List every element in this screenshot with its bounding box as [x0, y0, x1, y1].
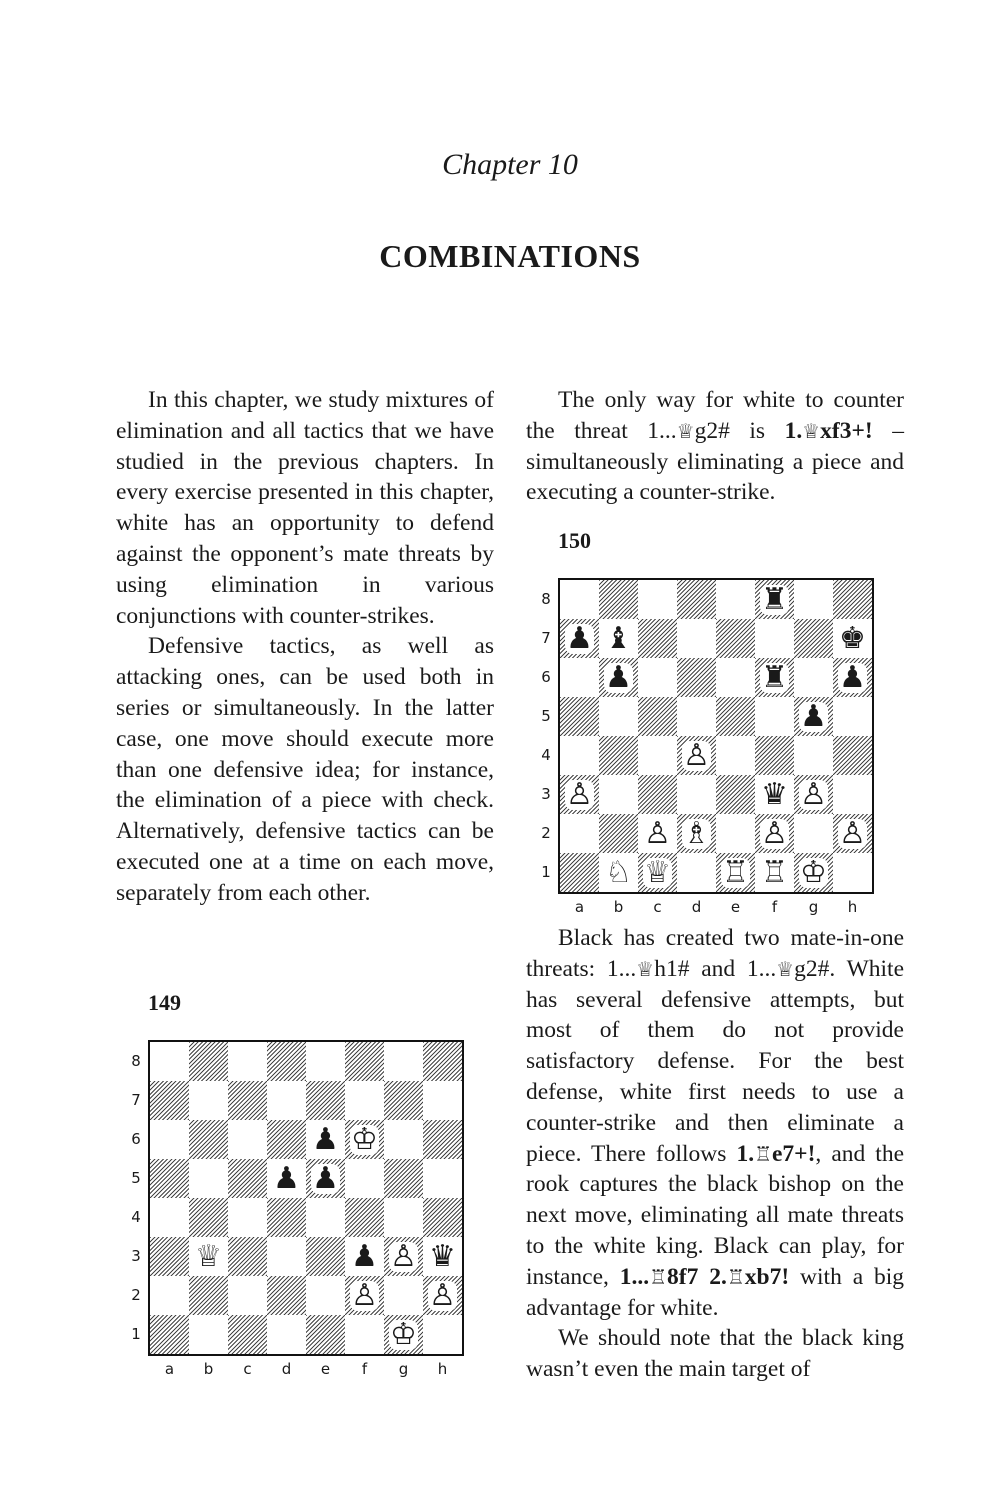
black-queen-icon: ♛ — [429, 1238, 456, 1274]
board-square-f5 — [345, 1159, 384, 1198]
white-king-icon: ♔ — [390, 1316, 417, 1352]
queen-figurine-icon: ♕ — [676, 418, 695, 443]
board-square-c2 — [638, 814, 677, 853]
chess-board — [558, 578, 874, 894]
rank-label: 5 — [541, 707, 551, 725]
board-square-b6 — [599, 658, 638, 697]
black-pawn-icon: ♟ — [800, 698, 827, 734]
white-bishop-icon: ♗ — [683, 815, 710, 851]
board-square-h2 — [833, 814, 872, 853]
rank-label: 8 — [131, 1052, 141, 1070]
board-square-h3 — [833, 775, 872, 814]
board-square-b4 — [189, 1198, 228, 1237]
rook-figurine-icon: ♖ — [726, 1264, 745, 1289]
board-square-d4 — [677, 736, 716, 775]
board-square-f4 — [755, 736, 794, 775]
white-pawn-icon: ♙ — [644, 815, 671, 851]
queen-figurine-icon: ♕ — [636, 956, 655, 981]
rank-label: 6 — [131, 1130, 141, 1148]
chess-board — [148, 1040, 464, 1356]
board-square-d7 — [677, 619, 716, 658]
board-square-c8 — [638, 580, 677, 619]
board-square-a8 — [150, 1042, 189, 1081]
board-square-c3 — [228, 1237, 267, 1276]
white-pawn-icon: ♙ — [761, 815, 788, 851]
board-square-d8 — [677, 580, 716, 619]
board-square-h3 — [423, 1237, 462, 1276]
black-pawn-icon: ♟ — [566, 620, 593, 656]
file-label: h — [437, 1360, 448, 1378]
move-notation: xf3+! — [820, 417, 873, 444]
file-label: a — [574, 898, 585, 916]
board-square-b8 — [189, 1042, 228, 1081]
board-square-f2 — [345, 1276, 384, 1315]
rank-label: 2 — [541, 824, 551, 842]
white-queen-icon: ♕ — [195, 1238, 222, 1274]
board-square-b5 — [189, 1159, 228, 1198]
diagram-number: 149 — [148, 990, 181, 1015]
board-square-a2 — [150, 1276, 189, 1315]
black-pawn-icon: ♟ — [312, 1121, 339, 1157]
black-pawn-icon: ♟ — [839, 659, 866, 695]
black-rook-icon: ♜ — [761, 581, 788, 617]
board-square-a1 — [150, 1315, 189, 1354]
rank-label: 1 — [131, 1325, 141, 1343]
board-square-d3 — [677, 775, 716, 814]
left-column — [116, 385, 494, 909]
board-square-f5 — [755, 697, 794, 736]
board-square-h1 — [833, 853, 872, 892]
board-square-f6 — [345, 1120, 384, 1159]
board-square-d5 — [267, 1159, 306, 1198]
board-square-d8 — [267, 1042, 306, 1081]
rank-label: 7 — [541, 629, 551, 647]
board-square-e2 — [716, 814, 755, 853]
board-square-h4 — [833, 736, 872, 775]
board-square-g6 — [794, 658, 833, 697]
board-square-c7 — [228, 1081, 267, 1120]
white-rook-icon: ♖ — [722, 854, 749, 890]
black-queen-icon: ♛ — [761, 776, 788, 812]
board-square-h4 — [423, 1198, 462, 1237]
board-square-a5 — [150, 1159, 189, 1198]
board-square-d4 — [267, 1198, 306, 1237]
board-square-d6 — [677, 658, 716, 697]
board-square-e5 — [306, 1159, 345, 1198]
rank-label: 4 — [541, 746, 551, 764]
board-square-f3 — [345, 1237, 384, 1276]
rank-label: 7 — [131, 1091, 141, 1109]
board-square-d5 — [677, 697, 716, 736]
file-label: f — [771, 898, 778, 916]
board-square-a4 — [560, 736, 599, 775]
board-square-d1 — [677, 853, 716, 892]
move-notation: 1... — [619, 1263, 650, 1290]
board-square-b7 — [599, 619, 638, 658]
board-square-g5 — [384, 1159, 423, 1198]
diagram-number: 150 — [558, 528, 591, 553]
file-label: e — [730, 898, 741, 916]
file-label: a — [164, 1360, 175, 1378]
paragraph: Defensive tactics, as well as attacking ones, can be used both in series or simultaneously. In the latter case, one move should execute more than one defensive idea; for instance, the elimination of a piece with check. Alternatively, defensive tactics can be executed one at a time on each move, separately from each other. — [116, 633, 494, 906]
board-square-g8 — [794, 580, 833, 619]
file-label: g — [398, 1360, 409, 1378]
board-square-g1 — [384, 1315, 423, 1354]
board-square-h8 — [423, 1042, 462, 1081]
board-square-f2 — [755, 814, 794, 853]
white-king-icon: ♔ — [351, 1121, 378, 1157]
board-square-g1 — [794, 853, 833, 892]
white-pawn-icon: ♙ — [429, 1277, 456, 1313]
board-square-g2 — [384, 1276, 423, 1315]
text-run: Black has created two mate-in-one threats: 1... — [526, 925, 904, 982]
board-square-b3 — [189, 1237, 228, 1276]
rank-label: 5 — [131, 1169, 141, 1187]
board-square-c2 — [228, 1276, 267, 1315]
board-square-b1 — [599, 853, 638, 892]
board-square-g8 — [384, 1042, 423, 1081]
board-square-c1 — [228, 1315, 267, 1354]
file-label: e — [320, 1360, 331, 1378]
board-square-g5 — [794, 697, 833, 736]
board-square-a5 — [560, 697, 599, 736]
black-bishop-icon: ♝ — [605, 620, 632, 656]
board-square-f8 — [345, 1042, 384, 1081]
file-label: c — [653, 898, 662, 916]
board-square-d7 — [267, 1081, 306, 1120]
rook-figurine-icon: ♖ — [754, 1141, 772, 1166]
right-column-top — [526, 385, 904, 508]
move-notation: 1. — [784, 417, 803, 444]
board-square-g2 — [794, 814, 833, 853]
paragraph: We should note that the black king wasn’t even the main target of — [526, 1325, 904, 1383]
board-square-c4 — [228, 1198, 267, 1237]
board-square-g4 — [384, 1198, 423, 1237]
board-square-c7 — [638, 619, 677, 658]
chess-diagram-150 — [538, 578, 878, 923]
white-pawn-icon: ♙ — [351, 1277, 378, 1313]
board-square-d6 — [267, 1120, 306, 1159]
rank-label: 3 — [541, 785, 551, 803]
board-square-a1 — [560, 853, 599, 892]
chapter-label: Chapter 10 — [442, 148, 578, 181]
white-rook-icon: ♖ — [761, 854, 788, 890]
paragraph — [526, 385, 904, 508]
board-square-b7 — [189, 1081, 228, 1120]
board-square-f1 — [345, 1315, 384, 1354]
white-knight-icon: ♘ — [605, 854, 632, 890]
black-king-icon: ♚ — [839, 620, 866, 656]
board-square-h8 — [833, 580, 872, 619]
text-run: g2#. White has several defensive attempts, but most of them do not provide satisfactory defense. For the best defense, white first needs to use a counter-strike and then eliminate a piece. There follows — [526, 955, 905, 1167]
board-square-f8 — [755, 580, 794, 619]
white-pawn-icon: ♙ — [566, 776, 593, 812]
right-column-bottom — [526, 923, 904, 1385]
white-king-icon: ♔ — [800, 854, 827, 890]
queen-figurine-icon: ♕ — [776, 956, 795, 981]
board-square-e3 — [716, 775, 755, 814]
text-run: , and the rook captures the black bishop on the next move, eliminating all mate threats to the white king. Black can play, for instance, — [526, 1140, 905, 1290]
board-square-g4 — [794, 736, 833, 775]
white-pawn-icon: ♙ — [683, 737, 710, 773]
rank-label: 2 — [131, 1286, 141, 1304]
board-square-e7 — [716, 619, 755, 658]
white-pawn-icon: ♙ — [839, 815, 866, 851]
board-square-b6 — [189, 1120, 228, 1159]
text-run: with a big advantage for white. — [526, 1263, 905, 1321]
board-square-d2 — [267, 1276, 306, 1315]
black-pawn-icon: ♟ — [312, 1160, 339, 1196]
board-square-e5 — [716, 697, 755, 736]
board-square-g7 — [794, 619, 833, 658]
rank-label: 4 — [131, 1208, 141, 1226]
board-square-f7 — [755, 619, 794, 658]
white-pawn-icon: ♙ — [390, 1238, 417, 1274]
board-square-a3 — [560, 775, 599, 814]
board-square-h2 — [423, 1276, 462, 1315]
board-square-e6 — [716, 658, 755, 697]
text-run: The only way for white to counter the threat 1... — [526, 387, 904, 444]
text-run: h1# and 1... — [654, 955, 777, 982]
board-square-b8 — [599, 580, 638, 619]
paragraph: In this chapter, we study mixtures of elimination and all tactics that we have studied in the previous chapters. In every exercise presented in this chapter, white has an opportunity to defend against the opponent’s mate threats by using elimination in various conjunctions with counter-strikes. — [116, 387, 494, 629]
board-square-g6 — [384, 1120, 423, 1159]
black-rook-icon: ♜ — [761, 659, 788, 695]
board-square-b4 — [599, 736, 638, 775]
board-square-c5 — [638, 697, 677, 736]
board-square-c5 — [228, 1159, 267, 1198]
board-square-a7 — [150, 1081, 189, 1120]
move-notation: 8f7 2. — [667, 1263, 727, 1290]
board-square-a6 — [150, 1120, 189, 1159]
chapter-title: COMBINATIONS — [379, 238, 641, 274]
board-square-c6 — [638, 658, 677, 697]
board-square-h6 — [833, 658, 872, 697]
board-square-c4 — [638, 736, 677, 775]
rank-label: 8 — [541, 590, 551, 608]
rank-label: 6 — [541, 668, 551, 686]
black-pawn-icon: ♟ — [605, 659, 632, 695]
paragraph — [526, 923, 904, 1323]
board-square-e4 — [716, 736, 755, 775]
file-label: h — [847, 898, 858, 916]
board-square-c1 — [638, 853, 677, 892]
board-square-f3 — [755, 775, 794, 814]
black-pawn-icon: ♟ — [273, 1160, 300, 1196]
board-square-h5 — [423, 1159, 462, 1198]
file-label: f — [361, 1360, 368, 1378]
board-square-c8 — [228, 1042, 267, 1081]
board-square-f6 — [755, 658, 794, 697]
text-run: – simultaneously eliminating a piece and executing a counter-strike. — [526, 417, 904, 506]
rank-label: 1 — [541, 863, 551, 881]
board-square-b1 — [189, 1315, 228, 1354]
file-label: g — [808, 898, 819, 916]
move-notation: 1. — [736, 1140, 755, 1167]
board-square-a3 — [150, 1237, 189, 1276]
move-notation: xb7! — [744, 1263, 790, 1290]
board-square-c3 — [638, 775, 677, 814]
board-square-e8 — [716, 580, 755, 619]
board-square-a8 — [560, 580, 599, 619]
chess-diagram-149 — [128, 1040, 468, 1385]
board-square-a2 — [560, 814, 599, 853]
text-run: g2# is — [694, 417, 785, 444]
rank-label: 3 — [131, 1247, 141, 1265]
board-square-b2 — [599, 814, 638, 853]
board-square-e2 — [306, 1276, 345, 1315]
board-square-d2 — [677, 814, 716, 853]
board-square-e1 — [716, 853, 755, 892]
file-label: b — [203, 1360, 214, 1378]
queen-figurine-icon: ♕ — [802, 418, 821, 443]
file-label: d — [691, 898, 702, 916]
board-square-f4 — [345, 1198, 384, 1237]
board-square-a4 — [150, 1198, 189, 1237]
board-square-e1 — [306, 1315, 345, 1354]
white-queen-icon: ♕ — [644, 854, 671, 890]
board-square-h6 — [423, 1120, 462, 1159]
rook-figurine-icon: ♖ — [649, 1264, 668, 1289]
board-square-g3 — [794, 775, 833, 814]
board-square-h7 — [423, 1081, 462, 1120]
board-square-f1 — [755, 853, 794, 892]
board-square-h1 — [423, 1315, 462, 1354]
board-square-h5 — [833, 697, 872, 736]
board-square-a7 — [560, 619, 599, 658]
board-square-b2 — [189, 1276, 228, 1315]
white-pawn-icon: ♙ — [800, 776, 827, 812]
board-square-g7 — [384, 1081, 423, 1120]
board-square-f7 — [345, 1081, 384, 1120]
board-square-h7 — [833, 619, 872, 658]
board-square-g3 — [384, 1237, 423, 1276]
board-square-e3 — [306, 1237, 345, 1276]
board-square-c6 — [228, 1120, 267, 1159]
board-square-a6 — [560, 658, 599, 697]
file-label: b — [613, 898, 624, 916]
board-square-d3 — [267, 1237, 306, 1276]
move-notation: e7+! — [772, 1140, 816, 1167]
board-square-b3 — [599, 775, 638, 814]
file-label: d — [281, 1360, 292, 1378]
board-square-e7 — [306, 1081, 345, 1120]
board-square-e8 — [306, 1042, 345, 1081]
black-pawn-icon: ♟ — [351, 1238, 378, 1274]
board-square-e4 — [306, 1198, 345, 1237]
board-square-e6 — [306, 1120, 345, 1159]
board-square-d1 — [267, 1315, 306, 1354]
board-square-b5 — [599, 697, 638, 736]
file-label: c — [243, 1360, 252, 1378]
